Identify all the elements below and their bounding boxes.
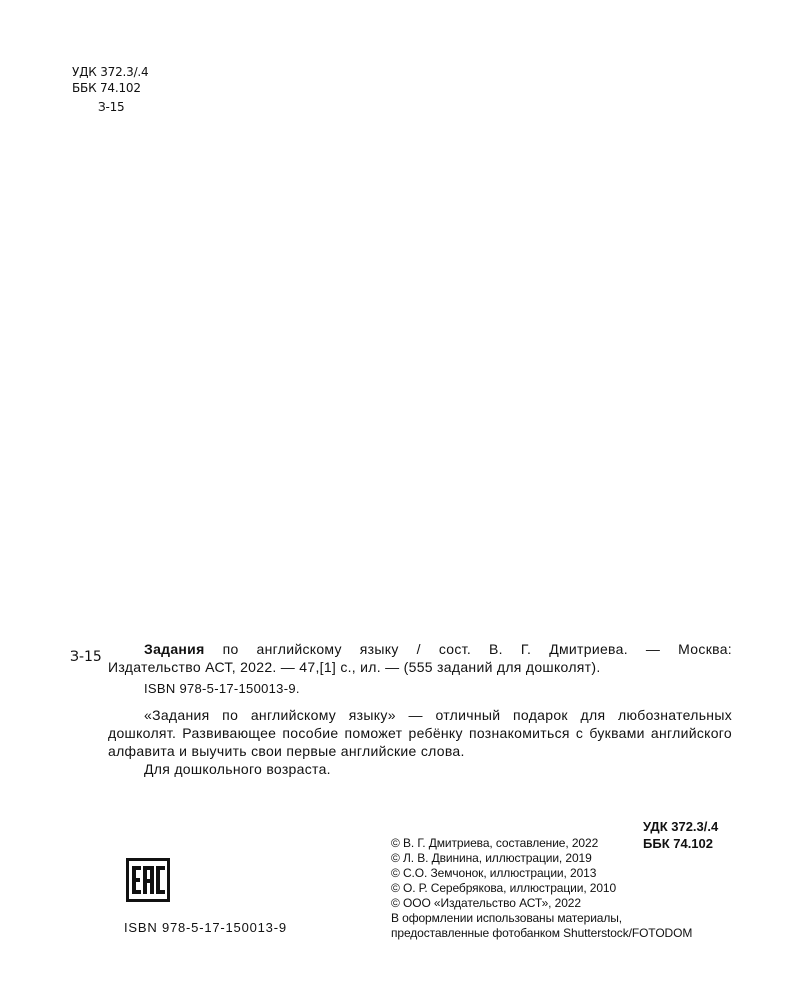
audience-note: Для дошкольного возраста.: [144, 761, 331, 777]
copyright-line: © В. Г. Дмитриева, составление, 2022: [391, 836, 599, 850]
card-isbn: ISBN 978-5-17-150013-9.: [144, 681, 300, 696]
card-author-mark: З-15: [70, 649, 102, 665]
author-mark: З-15: [98, 100, 125, 114]
bbk-code: ББК 74.102: [72, 81, 141, 95]
isbn-bottom: ISBN 978-5-17-150013-9: [124, 920, 287, 935]
annotation: «Задания по английскому языку» — отличный подарок для любознательных дошколят. Развивающее пособие поможет ребёнку познакомиться с буквами английского алфавита и выучить свои первые английские слова.: [108, 707, 732, 759]
copyright-line: © ООО «Издательство АСТ», 2022: [391, 896, 581, 910]
copyright-line: © Л. В. Двинина, иллюстрации, 2019: [391, 851, 592, 865]
bottom-udk-code: УДК 372.3/.4: [643, 819, 719, 834]
copyright-line: В оформлении использованы материалы,: [391, 911, 623, 925]
copyright-line: © О. Р. Серебрякова, иллюстрации, 2010: [391, 881, 617, 895]
udk-code: УДК 372.3/.4: [72, 65, 149, 79]
copyright-block: [391, 836, 692, 941]
catalog-card: [108, 640, 732, 778]
bibliographic-line-1: [108, 640, 732, 658]
bibliographic-line-2: Издательство АСТ, 2022. — 47,[1] с., ил. — (555 заданий для дошколят).: [108, 659, 601, 675]
top-classification-block: [72, 64, 148, 115]
bibliographic-rest: по английскому языку / сост. В. Г. Дмитриева. — Москва:: [222, 641, 732, 657]
copyright-line: © С.О. Земчонок, иллюстрации, 2013: [391, 866, 597, 880]
copyright-line: предоставленные фотобанком Shutterstock/FOTODOM: [391, 926, 693, 940]
bottom-bbk-code: ББК 74.102: [643, 836, 713, 851]
book-title: Задания: [144, 641, 205, 657]
eac-conformity-mark-icon: [126, 858, 170, 902]
